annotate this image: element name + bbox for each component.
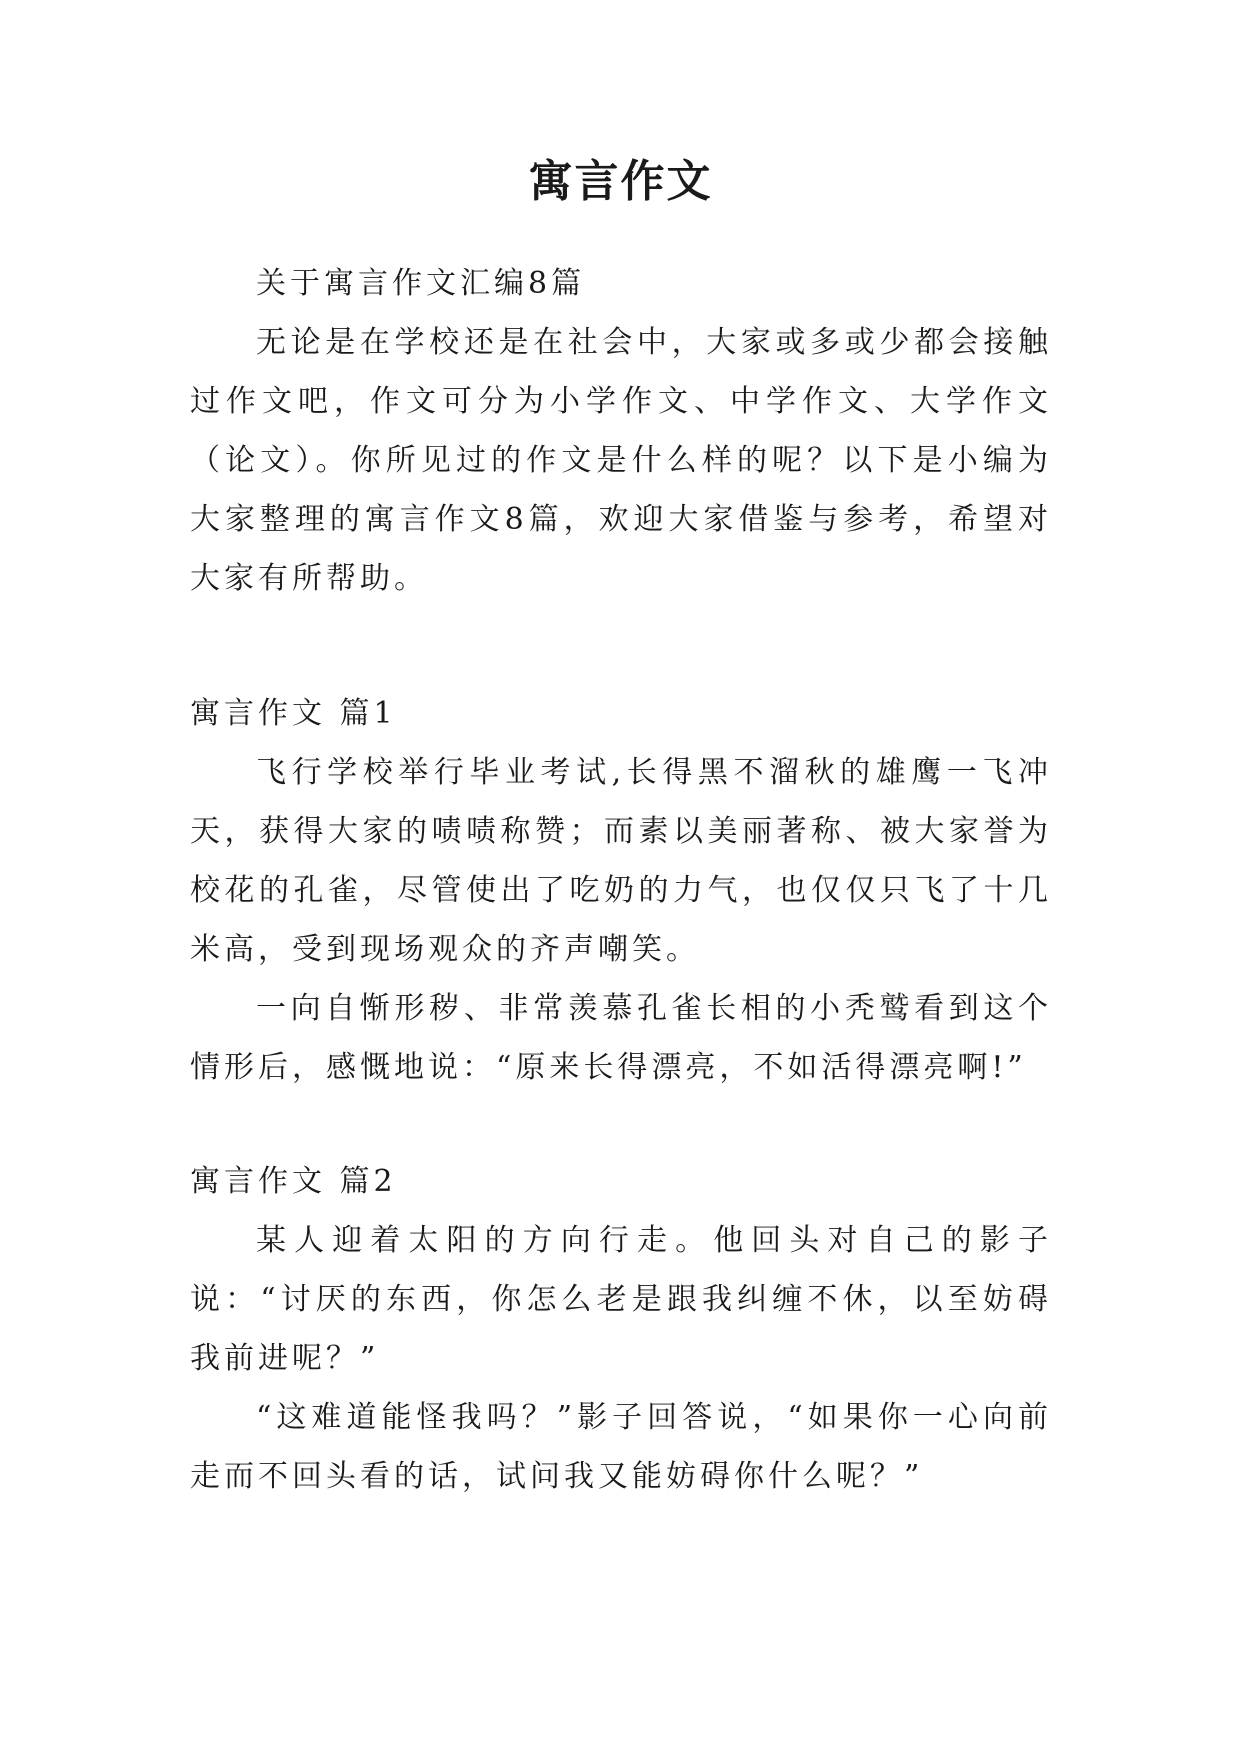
section-2 (190, 1152, 1052, 1506)
section-paragraph: “这难道能怪我吗？”影子回答说，“如果你一心向前走而不回头看的话，试问我又能妨碍你什么呢？” (190, 1400, 1052, 1494)
section-heading: 寓言作文 篇1 (190, 696, 397, 731)
document-title: 寓言作文 (528, 156, 713, 207)
section-heading: 寓言作文 篇2 (190, 1164, 397, 1199)
section-1 (190, 684, 1052, 1097)
intro-paragraph: 无论是在学校还是在社会中，大家或多或少都会接触过作文吧，作文可分为小学作文、中学作文、大学作文（论文）。你所见过的作文是什么样的呢？以下是小编为大家整理的寓言作文8篇，欢迎大家借鉴与参考，希望对大家有所帮助。 (190, 325, 1052, 596)
intro-block (190, 254, 1052, 608)
section-paragraph: 飞行学校举行毕业考试,长得黑不溜秋的雄鹰一飞冲天，获得大家的啧啧称赞；而素以美丽著称、被大家誉为校花的孔雀，尽管使出了吃奶的力气，也仅仅只飞了十几米高，受到现场观众的齐声嘲笑。 (190, 755, 1052, 967)
document-subtitle: 关于寓言作文汇编8篇 (256, 266, 586, 301)
section-paragraph: 某人迎着太阳的方向行走。他回头对自己的影子说：“讨厌的东西，你怎么老是跟我纠缠不休，以至妨碍我前进呢？” (190, 1223, 1052, 1376)
section-paragraph: 一向自惭形秽、非常羡慕孔雀长相的小秃鹫看到这个情形后，感慨地说：“原来长得漂亮，不如活得漂亮啊!” (190, 991, 1052, 1085)
